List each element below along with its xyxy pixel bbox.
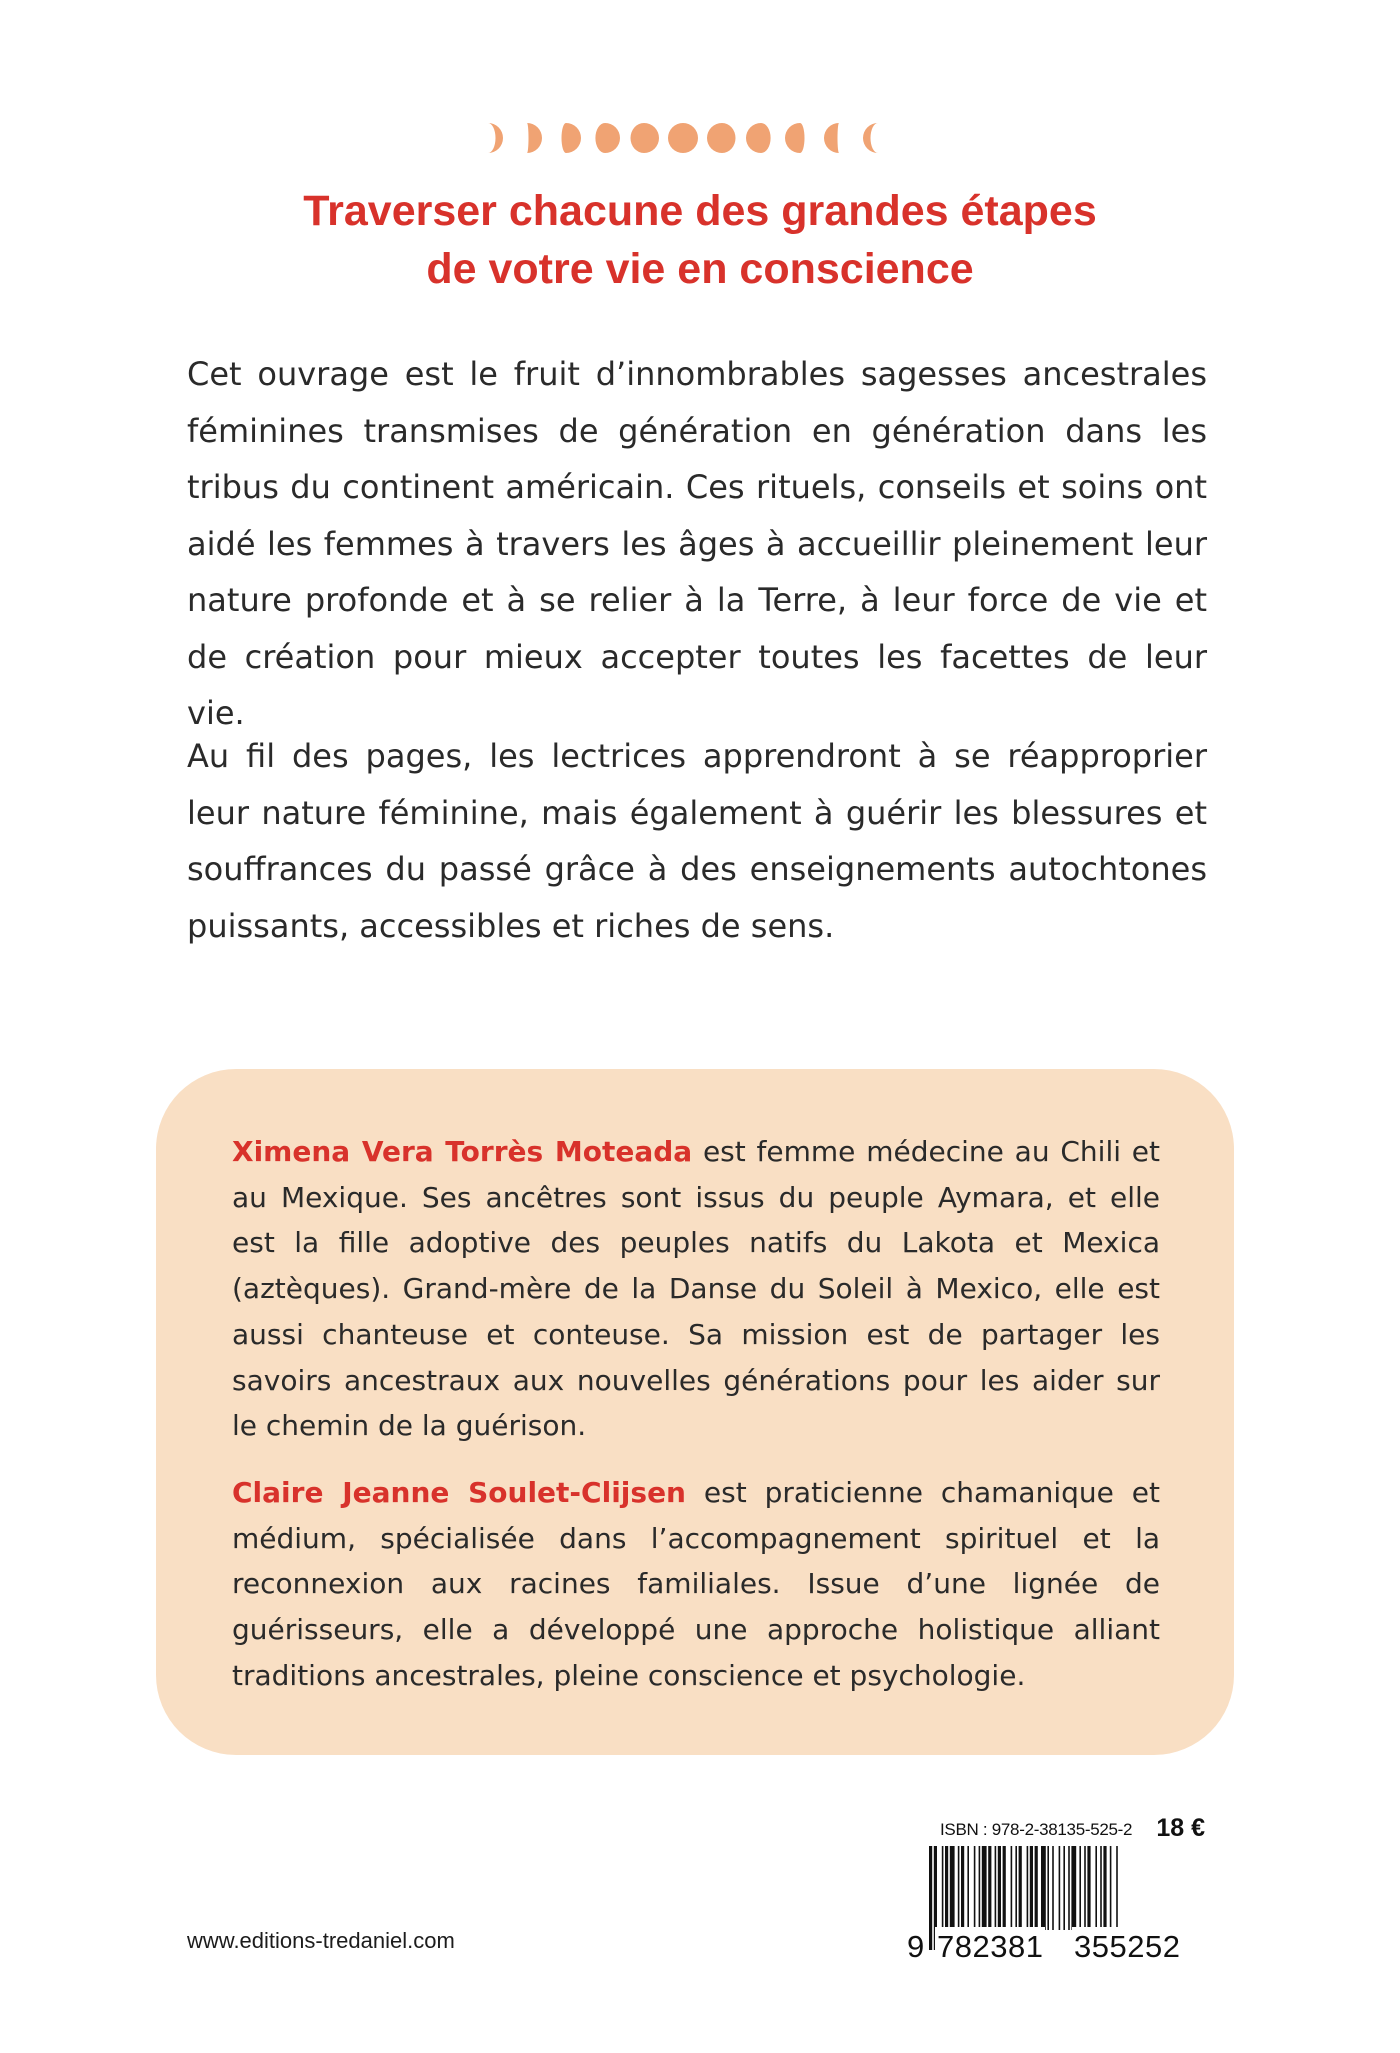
intro-paragraph-2: Au fil des pages, les lectrices apprendront à se réapproprier leur nature féminine, mais également à guérir les blessures et souffrances du passé grâce à des enseignements autochtones puissants, accessibles et riches de sens. [187,737,1207,945]
author-bio-2 [232,1470,1160,1699]
barcode-bar [998,1846,1001,1930]
isbn-price-line [940,1814,1205,1844]
waning-crescent-icon [863,123,878,153]
barcode-bar [982,1846,987,1930]
barcode-bar [1059,1846,1061,1930]
barcode-bar [942,1846,944,1930]
barcode-bar [1030,1846,1033,1930]
author-bio-text-1: est femme médecine au Chili et au Mexique. Ses ancêtres sont issus du peuple Aymara, et elle est la fille adoptive des peuples natifs du Lakota et Mexica (aztèques). Grand-mère de la Danse du Soleil à Mexico, elle est aussi chanteuse et conteuse. Sa mission est de partager les savoirs ancestraux aux nouvelles générations pour les aider sur le chemin de la guérison. [232,1135,1161,1443]
barcode-bar [958,1846,960,1930]
barcode-bar [974,1846,976,1930]
barcode-bar [1071,1846,1076,1930]
headline [0,182,1400,298]
moon-phases-decoration [0,108,1400,168]
barcode-bar [961,1846,964,1930]
waxing-crescent-icon [562,123,582,153]
barcode-bar [950,1846,955,1930]
barcode-bar [1041,1846,1046,1930]
barcode-bar [995,1846,997,1930]
barcode-bar [1079,1846,1081,1930]
barcode-bar [988,1846,991,1930]
author-name-2: Claire Jeanne Soulet-Clijsen [232,1476,686,1509]
barcode-bar [1095,1846,1097,1930]
barcode-bar [1015,1846,1017,1930]
barcode-bar [1035,1846,1038,1930]
barcode-bar [1011,1846,1013,1930]
barcode-bar [1063,1846,1065,1930]
author-bio-1 [232,1129,1160,1449]
barcode-bar [1103,1846,1106,1930]
waxing-gibbous-icon [595,123,620,153]
barcode-digits-right: 355252 [1072,1927,1182,1967]
waning-gibbous-icon [707,123,736,153]
barcode-digits-left: 782381 [935,1927,1045,1967]
waxing-crescent-icon [488,123,503,153]
waxing-gibbous-icon [631,123,660,153]
waxing-crescent-icon [527,123,542,153]
barcode-bar [1052,1846,1054,1930]
waning-gibbous-icon [746,123,771,153]
barcode-bar [1084,1846,1086,1930]
barcode-bar [1047,1846,1049,1930]
price-label: 18 € [1156,1814,1205,1842]
barcode-bar [1003,1846,1006,1930]
headline-line-1: Traverser chacune des grandes étapes [303,187,1097,235]
barcode-bar [979,1846,981,1930]
waning-crescent-icon [824,123,839,153]
barcode-bar [945,1846,948,1930]
intro-paragraph-1: Cet ouvrage est le fruit d’innombrables sagesses ancestrales féminines transmises de génération en génération dans les tribus du continent américain. Ces rituels, conseils et soins ont aidé les femmes à travers les âges à accueillir pleinement leur nature profonde et à se relier à la Terre, à leur force de vie et de création pour mieux accepter toutes les facettes de leur vie. [187,355,1207,732]
publisher-website: www.editions-tredaniel.com [187,1928,455,1953]
waning-crescent-icon [785,123,805,153]
barcode-bar [967,1846,969,1930]
full-moon-icon [668,123,698,153]
barcode-bar [1068,1846,1070,1930]
barcode-bar [1087,1846,1090,1930]
barcode-bar [1100,1846,1102,1930]
barcode-digit-first: 9 [905,1927,927,1967]
headline-line-2: de votre vie en conscience [426,245,974,293]
isbn-number: ISBN : 978-2-38135-525-2 [940,1820,1133,1839]
barcode-digits [905,1927,1205,1971]
author-name-1: Ximena Vera Torrès Moteada [232,1135,693,1168]
author-bio-text-2: est praticienne chamanique et médium, spécialisée dans l’accompagnement spirituel et la reconnexion aux racines familiales. Issue d’une lignée de guérisseurs, elle a développé une approche holistique alliant traditions ancestrales, pleine conscience et psychologie. [232,1476,1160,1692]
